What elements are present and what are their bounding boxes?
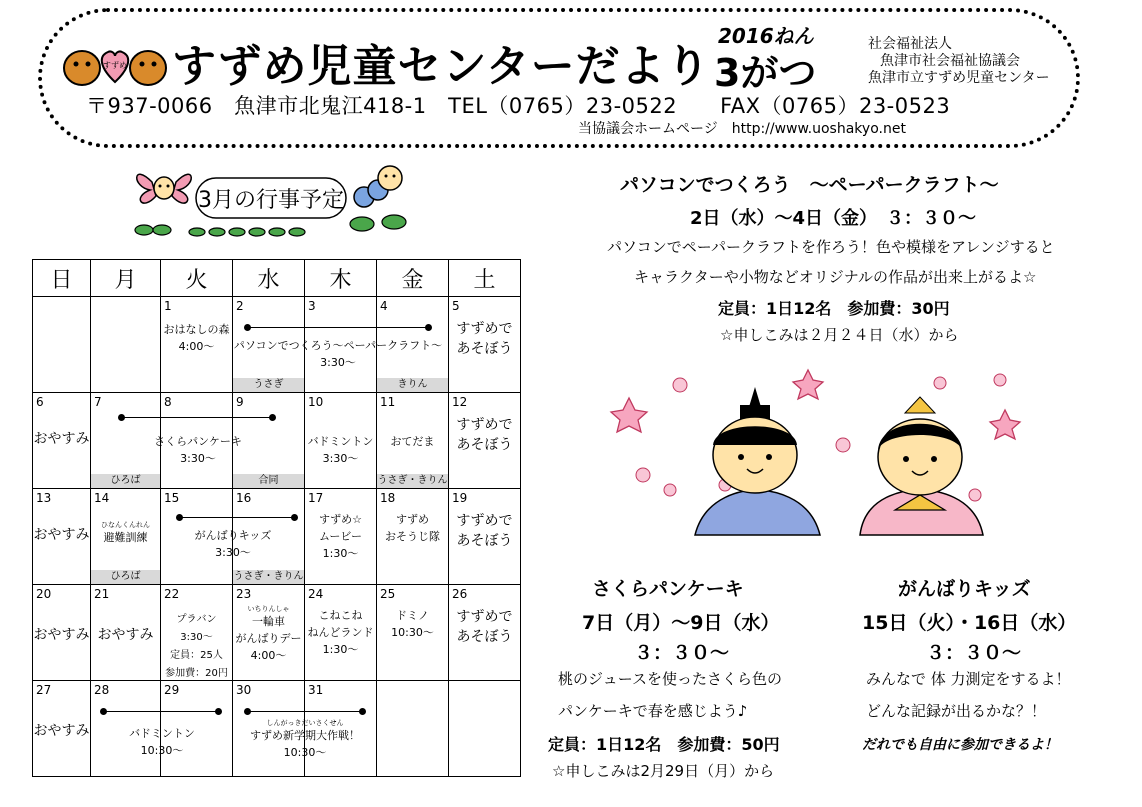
event-time: 3:30〜 [320,356,356,369]
day-cell [33,489,91,585]
day-number: 15 [164,491,180,505]
event-label: がんばりデー [235,632,302,645]
event-label: あそぼう [456,341,513,357]
calendar-week [33,297,521,393]
sparrow-logo [60,38,170,90]
issue-year: 2016ねん [718,24,814,48]
ruby-text: ひなんくんれん [101,521,150,529]
march-calendar [32,259,521,777]
event2-date: 7日（月）～9日（水） [582,612,780,634]
day-cell [233,393,305,489]
day-number: 10 [308,395,324,409]
event-time: 4:00〜 [250,649,287,662]
day-number: 30 [236,683,252,697]
day-number: 3 [308,299,316,313]
event-label: すずめ新学期大作戦！ [249,729,361,742]
event-time: 4:00〜 [178,340,215,353]
day-number: 11 [380,395,396,409]
event-label: すずめで [456,417,513,433]
ruby-text: しんがっきだいさくせん [266,719,344,727]
closed-label: おやすみ [97,627,154,643]
day-cell [91,585,161,681]
day-number: 28 [94,683,110,697]
event-label: すずめ [395,513,430,526]
event3-desc2: どんな記録が出るかな？！ [866,702,1047,720]
day-cell-empty [377,681,449,777]
event-label: すずめで [456,513,513,529]
event-fee: 参加費：20円 [165,668,228,679]
day-number: 5 [452,299,460,313]
event1-date: 2日（水）～4日（金） ３：３０～ [690,208,977,229]
group-tag: ひろば [91,570,160,584]
event-label: バドミントン [307,435,374,448]
issue-month: 3がつ [714,51,817,95]
day-cell-empty [449,681,521,777]
day-cell [305,489,377,585]
calendar-week [33,681,521,777]
event2-title: さくらパンケーキ [592,578,744,600]
homepage-link[interactable]: 当協議会ホームページ http://www.uoshakyo.net [578,121,906,137]
day-number: 26 [452,587,468,601]
closed-label: おやすみ [33,527,90,543]
day-number: 29 [164,683,180,697]
group-tag: ひろば [91,474,160,488]
closed-label: おやすみ [33,431,90,447]
event2-capacity: 定員：1日12名 参加費：50円 [548,735,780,754]
org-line: 社会福祉法人 [868,36,952,52]
day-number: 7 [94,395,102,409]
group-tag-empty [161,474,232,488]
event1-desc1: パソコンでペーパークラフトを作ろう！色や模様をアレンジすると [607,238,1055,256]
event-label: おはなしの森 [163,323,230,336]
closed-label: おやすみ [33,723,90,739]
day-number: 17 [308,491,324,505]
day-cell [161,393,233,489]
event-capacity: 定員：25人 [170,650,223,661]
event-label: すずめで [456,609,513,625]
day-cell [377,393,449,489]
group-tag: うさぎ・きりん [233,571,304,582]
event-label: ねんどランド [307,626,374,639]
organization [868,36,1050,87]
event-label: パソコンでつくろう〜ペーパークラフト〜 [233,339,443,352]
address-line: 〒937-0066 魚津市北鬼江418-1 TEL（0765）23-0522 FAX（0765）23-0523 [86,94,951,118]
group-tag: きりん [377,378,448,392]
day-cell [91,489,161,585]
event1-apply: ☆申しこみは２月２４日（水）から [720,326,959,344]
event-label: おてだま [390,435,435,448]
day-number: 21 [94,587,110,601]
weekday-thu: 木 [305,260,377,297]
event-label: 避難訓練 [103,531,148,544]
day-number: 1 [164,299,172,313]
event-label: 一輪車 [252,615,285,628]
org-line: 魚津市社会福祉協議会 [880,53,1020,69]
day-cell [449,393,521,489]
event-label: ムービー [318,530,362,543]
day-cell [377,585,449,681]
closed-label: おやすみ [33,627,90,643]
event-time: 3:30〜 [322,452,359,465]
event-label: すずめで [456,321,513,337]
day-number: 24 [308,587,324,601]
event-time: 10:30〜 [391,626,434,639]
schedule-title: 3月の行事予定 [198,188,344,213]
calendar-week [33,585,521,681]
day-cell [305,585,377,681]
schedule-title-decoration [132,152,422,242]
event2-desc2: パンケーキで春を感じよう♪ [558,702,748,720]
event3-title: がんばりキッズ [898,578,1031,600]
event2-apply: ☆申しこみは2月29日（月）から [552,762,775,780]
day-number: 13 [36,491,52,505]
day-cell [377,489,449,585]
day-cell [233,489,305,585]
day-number: 27 [36,683,52,697]
event-label: あそぼう [456,629,513,645]
event-time: 1:30〜 [322,547,359,560]
day-cell [161,297,233,393]
day-cell [305,681,377,777]
day-cell [161,585,233,681]
event-time: 10:30〜 [140,744,184,757]
event3-date: 15日（火）・16日（水） [862,612,1077,634]
event-label: おそうじ隊 [385,530,440,543]
day-cell [449,297,521,393]
day-number: 25 [380,587,396,601]
hina-dolls-illustration [595,365,1055,555]
day-cell [91,393,242,489]
event1-capacity: 定員：1日12名 参加費：30円 [718,299,950,318]
day-number: 6 [36,395,44,409]
event-time: 10:30〜 [283,746,327,759]
event-label: あそぼう [456,437,513,453]
event-label: ドミノ [396,609,429,622]
day-cell [33,585,91,681]
group-tag: 合同 [233,474,304,488]
event3-time: ３：３０～ [926,642,1022,664]
weekday-header-row [33,260,521,297]
event-label: すずめ☆ [319,513,362,526]
event1-title: パソコンでつくろう ～ペーパークラフト～ [620,174,999,196]
day-number: 19 [452,491,468,505]
event2-time: ３：３０～ [634,642,730,664]
day-number: 4 [380,299,388,313]
event-label: あそぼう [456,533,513,549]
day-cell [449,585,521,681]
ruby-text: いちりんしゃ [247,605,290,613]
day-number: 22 [164,587,180,601]
day-cell [377,297,449,393]
day-cell [305,393,377,489]
weekday-sun: 日 [33,260,91,297]
weekday-sat: 土 [449,260,521,297]
newsletter-title: すずめ児童センターだより [172,41,711,92]
day-cell [33,393,91,489]
weekday-tue: 火 [161,260,233,297]
event3-note: だれでも自由に参加できるよ！ [862,737,1058,753]
day-number: 18 [380,491,396,505]
group-tag: うさぎ・きりん [377,475,448,486]
event-label: プラバン 3:30〜 [176,614,217,643]
event-label: バドミントン [129,727,195,740]
event-time: 3:30〜 [180,452,216,465]
logo-text: すずめ [102,61,128,70]
day-number: 23 [236,587,252,601]
event-time: 3:30〜 [215,546,251,559]
day-number: 2 [236,299,244,313]
day-cell-empty [33,297,91,393]
weekday-mon: 月 [91,260,161,297]
day-cell [161,681,233,777]
group-tag-empty [161,570,232,584]
day-cell [233,585,305,681]
weekday-fri: 金 [377,260,449,297]
day-number: 12 [452,395,468,409]
event2-desc1: 桃のジュースを使ったさくら色の [558,670,782,688]
group-tag: うさぎ [233,378,304,392]
day-number: 14 [94,491,110,505]
event-time: 1:30〜 [322,643,359,656]
day-number: 8 [164,395,172,409]
calendar-week [33,393,521,489]
day-number: 20 [36,587,52,601]
day-cell [305,297,377,393]
weekday-wed: 水 [233,260,305,297]
calendar-week [33,489,521,585]
day-number: 31 [308,683,324,697]
event-label: こねこね [318,609,363,622]
day-cell-empty [91,297,161,393]
day-number: 16 [236,491,252,505]
day-cell [33,681,91,777]
org-line: 魚津市立すずめ児童センター [868,70,1050,86]
event-label: がんばりキッズ [194,529,272,542]
day-number: 9 [236,395,244,409]
event1-desc2: キャラクターや小物などオリジナルの作品が出来上がるよ☆ [634,268,1037,286]
event3-desc1: みんなで 体 力測定をするよ！ [866,670,1071,688]
day-cell [449,489,521,585]
event-label: さくらパンケーキ [154,435,242,448]
flower-icon [611,370,1020,439]
